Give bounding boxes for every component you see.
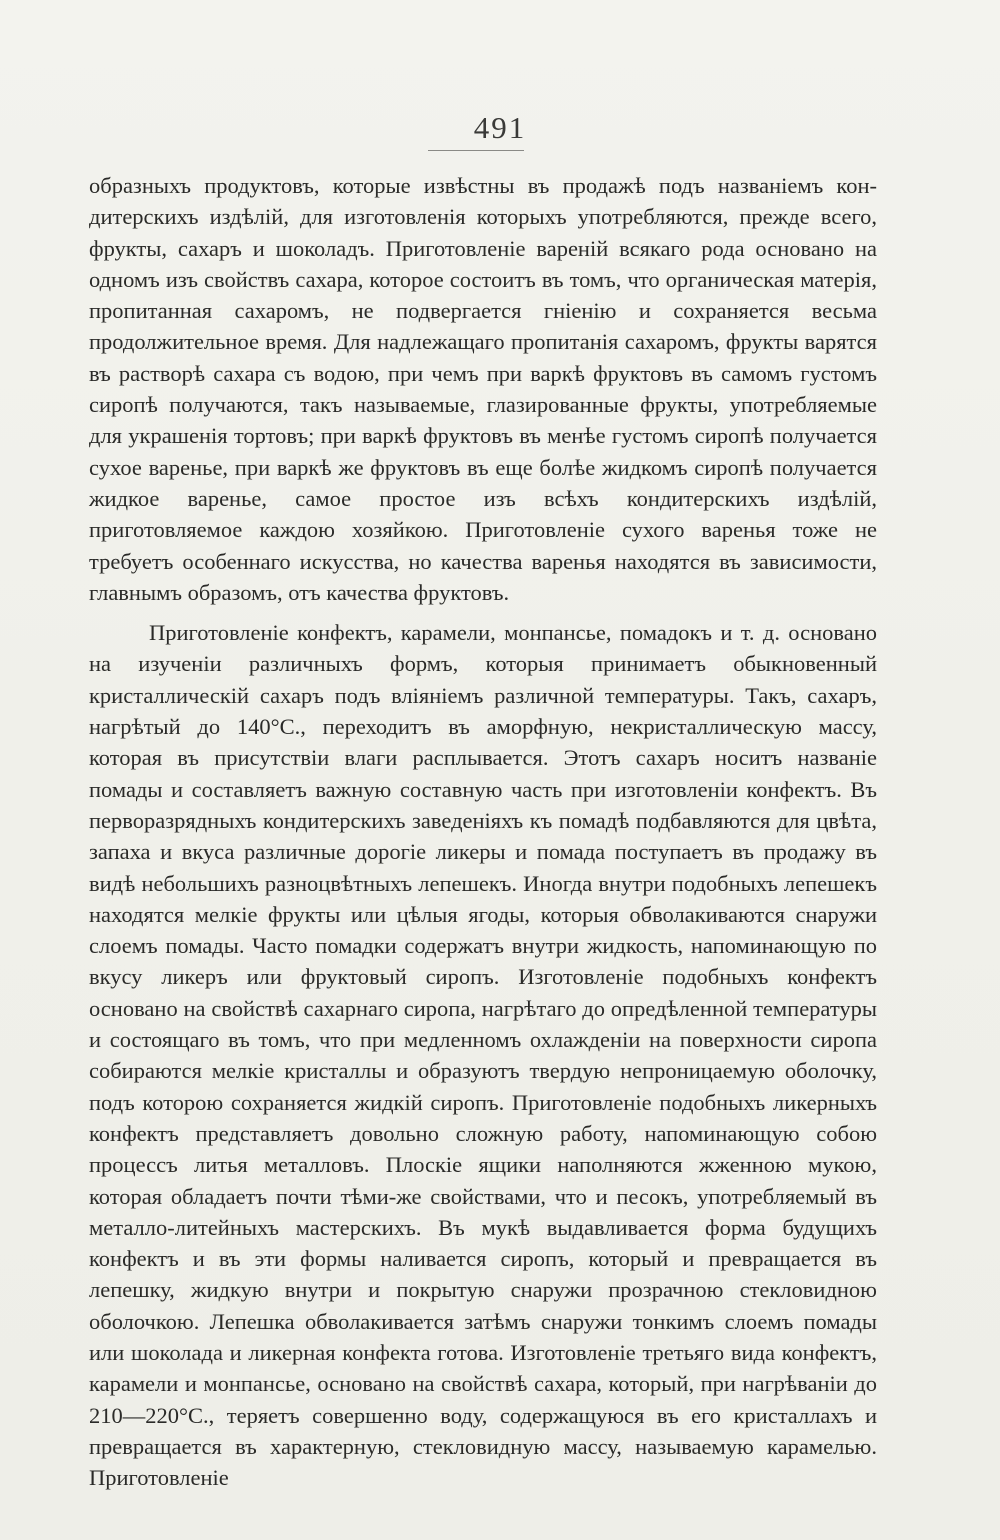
text-body xyxy=(89,170,877,1493)
paragraph-preserves: образныхъ продуктовъ, которые извѣстны въ продажѣ подъ названіемъ кондитерскихъ издѣлій, для изготовленія которыхъ употребляются, прежде всего, фрукты, сахаръ и шоколадъ. Приготовленіе вареній всякаго рода основано на одномъ изъ свойствъ сахара, которое состоитъ въ томъ, что органическая матерія, пропитанная сахаромъ, не подвергается гніенію и сохраняется весьма продолжительное время. Для надлежащаго пропитанія сахаромъ, фрукты варятся въ растворѣ сахара съ водою, при чемъ при варкѣ фруктовъ въ самомъ густомъ сиропѣ получаются, такъ называемые, глазированные фрукты, употребляемые для украшенія тортовъ; при варкѣ фруктовъ въ менѣе густомъ сиропѣ получается сухое варенье, при варкѣ же фруктовъ въ еще болѣе жидкомъ сиропѣ получается жидкое варенье, самое простое изъ всѣхъ кондитерскихъ издѣлій, приготовляемое каждою хозяйкою. Приготовленіе сухого варенья тоже не требуетъ особеннаго искусства, но качества варенья находятся въ зависимости, главнымъ образомъ, отъ качества фруктовъ. xyxy=(89,173,877,605)
page-number: 491 xyxy=(473,110,527,145)
paragraph-confections: Приготовленіе конфектъ, карамели, монпансье, помадокъ и т. д. основано на изученіи различныхъ формъ, которыя принимаетъ обыкновенный кристаллическій сахаръ подъ вліяніемъ различной температуры. Такъ, сахаръ, нагрѣтый до 140°С., переходитъ въ аморфную, некристаллическую массу, которая въ присутствіи влаги расплывается. Этотъ сахаръ носитъ названіе помады и составляетъ важную составную часть при изготовленіи конфектъ. Въ перворазрядныхъ кондитерскихъ заведеніяхъ къ помадѣ подбавляются для цвѣта, запаха и вкуса различные дорогіе ликеры и помада поступаетъ въ продажу въ видѣ небольшихъ разноцвѣтныхъ лепешекъ. Иногда внутри подобныхъ лепешекъ находятся мелкіе фрукты или цѣлыя ягоды, которыя обволакиваются снаружи слоемъ помады. Часто помадки содержатъ внутри жидкость, напоминающую по вкусу ликеръ или фруктовый сиропъ. Изготовленіе подобныхъ конфектъ основано на свойствѣ сахарнаго сиропа, нагрѣтаго до опредѣленной температуры и состоящаго въ томъ, что при медленномъ охлажденіи на поверхности сиропа собираются мелкіе кристаллы и образуютъ твердую непроницаемую оболочку, подъ которою сохраняется жидкій сиропъ. Приготовленіе подобныхъ ликерныхъ конфектъ представляетъ довольно сложную работу, напоминающую собою процессъ литья металловъ. Плоскіе ящики наполняются жженною мукою, которая обладаетъ почти тѣми-же свойствами, что и песокъ, употребляемый въ металло-литейныхъ мастерскихъ. Въ мукѣ выдавливается форма будущихъ конфектъ и въ эти формы наливается сиропъ, который и превращается въ лепешку, жидкую внутри и покрытую снаружи прозрачною стекловидною оболочкою. Лепешка обволакивается затѣмъ снаружи тонкимъ слоемъ помады или шоколада и ликерная конфекта готова. Изготовленіе третьяго вида конфектъ, карамели и монпансье, основано на свойствѣ сахара, который, при нагрѣваніи до 210—220°С., теряетъ совершенно воду, содержащуюся въ его кристаллахъ и превращается въ характерную, стекловидную массу, называемую карамелью. Приготовленіе xyxy=(89,620,877,1491)
page-number-rule xyxy=(428,150,524,151)
